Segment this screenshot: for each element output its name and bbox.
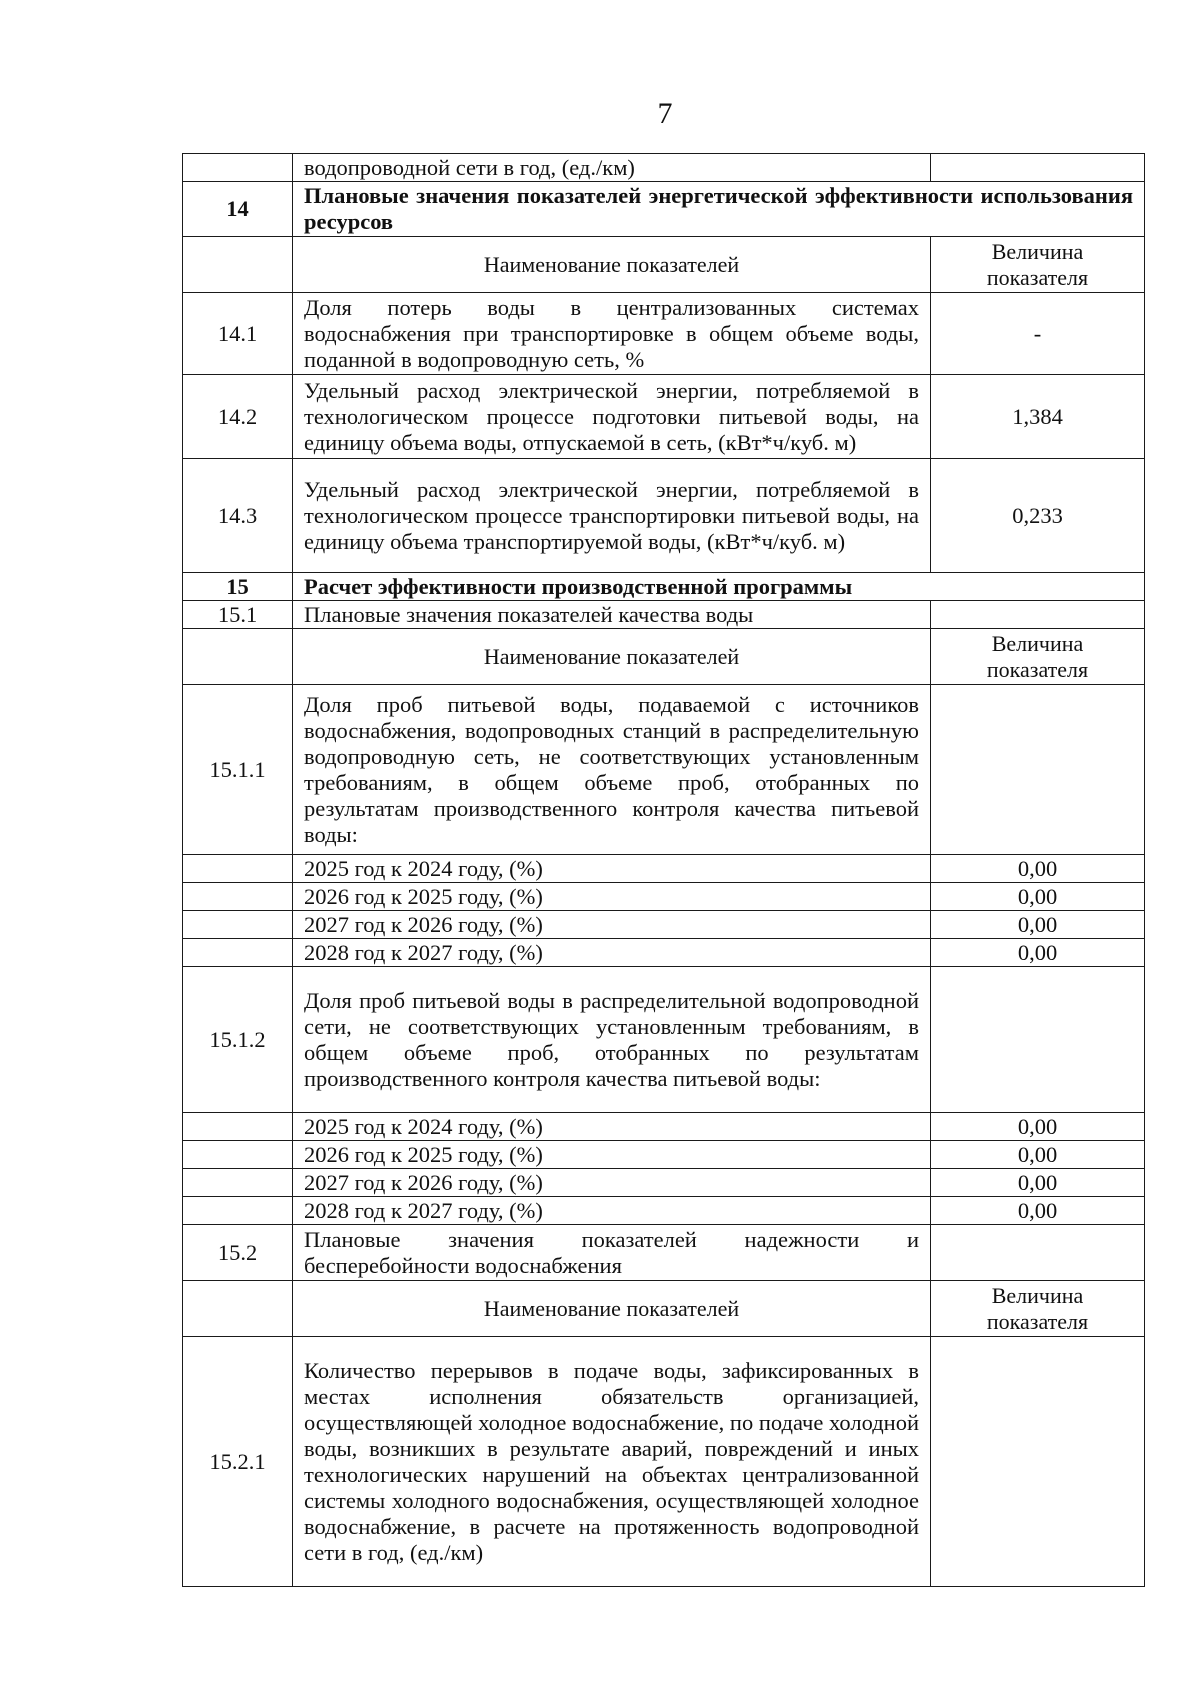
- indicator-text: Плановые значения показателей надежности и бесперебойности водоснабжения: [293, 1225, 931, 1281]
- indicator-value: 0,00: [931, 939, 1145, 967]
- column-header-name: Наименование показателей: [293, 237, 931, 293]
- table-row: [183, 1225, 1145, 1281]
- table-row: [183, 1141, 1145, 1169]
- indicator-value: 1,384: [931, 375, 1145, 459]
- page-number: 7: [657, 97, 673, 130]
- indicator-value: [931, 967, 1145, 1113]
- indicator-value: -: [931, 293, 1145, 375]
- indicator-text: Доля потерь воды в централизованных системах водоснабжения при транспортировке в общем объеме воды, поданной в водопроводную сеть, %: [293, 293, 931, 375]
- row-number: [183, 629, 293, 685]
- row-number: 15.1.1: [183, 685, 293, 855]
- column-header-value: Величина показателя: [931, 237, 1145, 293]
- indicator-text: 2026 год к 2025 году, (%): [293, 883, 931, 911]
- row-number: [183, 237, 293, 293]
- table-row: [183, 1169, 1145, 1197]
- table-row: [183, 293, 1145, 375]
- row-number: [183, 1141, 293, 1169]
- table-row: [183, 154, 1145, 182]
- indicator-text: Количество перерывов в подаче воды, зафиксированных в местах исполнения обязательств организацией, осуществляющей холодное водоснабжение, по подаче холодной воды, возникших в результате аварий, повреждений и иных технологических нарушений на объектах централизованной системы холодного водоснабжения, осуществляющей холодное водоснабжение, в расчете на протяженность водопроводной сети в год, (ед./км): [293, 1337, 931, 1587]
- indicator-text: Доля проб питьевой воды в распределительной водопроводной сети, не соответствующих установленным требованиям, в общем объеме проб, отобранных по результатам производственного контроля качества питьевой воды:: [293, 967, 931, 1113]
- indicator-text: Удельный расход электрической энергии, потребляемой в технологическом процессе подготовки питьевой воды, на единицу объема воды, отпускаемой в сеть, (кВт*ч/куб. м): [293, 375, 931, 459]
- column-header-value: Величина показателя: [931, 629, 1145, 685]
- row-number: [183, 939, 293, 967]
- row-number: 15.1.2: [183, 967, 293, 1113]
- column-header-value: Величина показателя: [931, 1281, 1145, 1337]
- indicator-value: 0,00: [931, 883, 1145, 911]
- table-row: [183, 855, 1145, 883]
- indicator-value: [931, 1337, 1145, 1587]
- row-number: [183, 1169, 293, 1197]
- section-title: Плановые значения показателей энергетической эффективности использования ресурсов: [293, 182, 1145, 237]
- table-row: [183, 939, 1145, 967]
- indicator-value: 0,00: [931, 855, 1145, 883]
- column-header-row: [183, 629, 1145, 685]
- section-number: 15: [183, 573, 293, 601]
- indicator-value: 0,00: [931, 1169, 1145, 1197]
- table-row: [183, 685, 1145, 855]
- row-number: 15.2.1: [183, 1337, 293, 1587]
- row-number: [183, 1197, 293, 1225]
- indicator-text: Удельный расход электрической энергии, потребляемой в технологическом процессе транспортировки питьевой воды, на единицу объема транспортируемой воды, (кВт*ч/куб. м): [293, 459, 931, 573]
- section-row: [183, 573, 1145, 601]
- table-row: [183, 1197, 1145, 1225]
- indicator-value: 0,00: [931, 911, 1145, 939]
- indicator-value: [931, 685, 1145, 855]
- row-number: [183, 883, 293, 911]
- row-number: 14.3: [183, 459, 293, 573]
- indicator-text: 2028 год к 2027 году, (%): [293, 1197, 931, 1225]
- section-number: 14: [183, 182, 293, 237]
- section-title: Расчет эффективности производственной программы: [293, 573, 1145, 601]
- column-header-name: Наименование показателей: [293, 1281, 931, 1337]
- indicator-text: 2025 год к 2024 году, (%): [293, 855, 931, 883]
- indicator-value: 0,00: [931, 1197, 1145, 1225]
- row-number: [183, 154, 293, 182]
- indicator-value: 0,233: [931, 459, 1145, 573]
- row-number: 15.1: [183, 601, 293, 629]
- indicator-text: 2028 год к 2027 году, (%): [293, 939, 931, 967]
- row-number: [183, 911, 293, 939]
- table-row: [183, 375, 1145, 459]
- indicator-text: Доля проб питьевой воды, подаваемой с источников водоснабжения, водопроводных станций в распределительную водопроводную сеть, не соответствующих установленным требованиям, в общем объеме проб, отобранных по результатам производственного контроля качества питьевой воды:: [293, 685, 931, 855]
- section-row: [183, 182, 1145, 237]
- row-number: [183, 1281, 293, 1337]
- table-row: [183, 883, 1145, 911]
- indicator-text: 2027 год к 2026 году, (%): [293, 911, 931, 939]
- row-number: [183, 1113, 293, 1141]
- table-row: [183, 601, 1145, 629]
- indicator-text: 2027 год к 2026 году, (%): [293, 1169, 931, 1197]
- table-row: [183, 967, 1145, 1113]
- table-row: [183, 459, 1145, 573]
- indicator-value: [931, 154, 1145, 182]
- column-header-row: [183, 1281, 1145, 1337]
- indicator-text: Плановые значения показателей качества воды: [293, 601, 931, 629]
- indicator-text: 2025 год к 2024 году, (%): [293, 1113, 931, 1141]
- column-header-row: [183, 237, 1145, 293]
- column-header-name: Наименование показателей: [293, 629, 931, 685]
- indicator-value: 0,00: [931, 1113, 1145, 1141]
- table-row: [183, 911, 1145, 939]
- indicator-text: водопроводной сети в год, (ед./км): [293, 154, 931, 182]
- indicator-value: [931, 1225, 1145, 1281]
- indicator-text: 2026 год к 2025 году, (%): [293, 1141, 931, 1169]
- table-row: [183, 1113, 1145, 1141]
- indicator-value: 0,00: [931, 1141, 1145, 1169]
- row-number: 14.2: [183, 375, 293, 459]
- indicator-value: [931, 601, 1145, 629]
- row-number: [183, 855, 293, 883]
- table-row: [183, 1337, 1145, 1587]
- row-number: 15.2: [183, 1225, 293, 1281]
- row-number: 14.1: [183, 293, 293, 375]
- indicators-table: [182, 153, 1145, 1587]
